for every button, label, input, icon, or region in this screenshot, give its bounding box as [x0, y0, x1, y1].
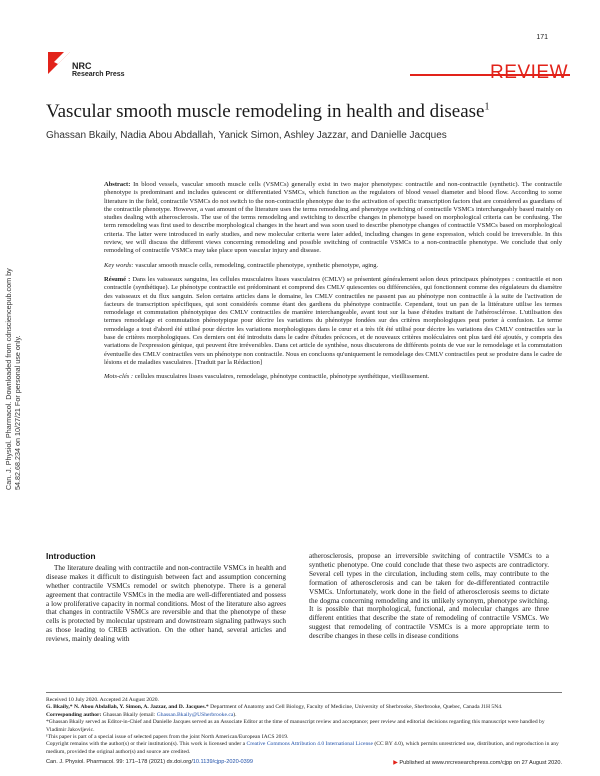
author-list: Ghassan Bkaily, Nadia Abou Abdallah, Yanick Simon, Ashley Jazzar, and Danielle Jacques — [46, 130, 447, 141]
introduction-paragraph-left: The literature dealing with contractile and non-contractile VSMCs in health and disease makes it difficult to distinguish between fact and assumption concerning whether contractile VSMCs remodel or switch phenotype. There is a general agreement that contractile VSMCs in the media are well-differentiated and possess a low proliferative capacity in normal conditions. Most of the literature also agrees that changes in contractile VSMCs are reversible and that the phenotype of these cells is protected by molecular upstream and downstream signaling pathways such as those leading to CREB activation. On the other hand, several articles and reviews, mainly dealing with — [46, 563, 286, 644]
section-label: REVIEW — [490, 62, 568, 83]
motscles-text: cellules musculaires lisses vasculaires, remodelage, phénotype contractile, phénotype synthétique, vieillissement. — [133, 373, 430, 381]
abstract-section — [104, 181, 562, 388]
received-dates: Received 10 July 2020. Accepted 24 August 2020. — [46, 697, 159, 703]
resume-label: Résumé : — [104, 275, 131, 283]
copyright-text-a: Copyright remains with the author(s) or their institution(s). This work is licensed under a — [46, 741, 247, 748]
side-note-text: Can. J. Physiol. Pharmacol. Downloaded from cdnsciencepub.com by 54.82.68.234 on 10/27/21 For personal use only. — [4, 268, 22, 490]
footnotes — [46, 697, 562, 756]
right-arrow-icon: ▶ — [393, 760, 398, 766]
abstract-paragraph — [104, 181, 562, 256]
introduction-heading: Introduction — [46, 551, 96, 561]
corresponding-end: ). — [233, 711, 237, 718]
introduction-paragraph-right: atherosclerosis, propose an irreversible switching of contractile VSMCs to a synthetic phenotype. One could conclude that these two aspects are contradictory. Several cell types in the circulation, including stem cells, may contribute to the formation of atherosclerosis and can be taken for de-differentiated contractile VSMCs. Unfortunately, work done in the field of atherosclerosis seems to dictate the dogma concerning remodeling and its unlikely synonym, phenotype switching. It is possible that morphological, functional, and molecular changes are three different entities that describe the state of remodeling of contractile VSMCs. We suggest that remodeling of contractile VSMCs is a more appropriate term to describe changes in these cells in disease conditions — [309, 552, 549, 641]
published-link[interactable]: www.nrcresearchpress.com/cjpp — [431, 760, 513, 766]
editor-note: *Ghassan Bkaily served as Editor-in-Chief and Danielle Jacques served as an Associate Editor at the time of manuscript review and acceptance; peer review and editorial decisions regarding this manuscript were handled by Vladimir Jakovljevic. — [46, 719, 545, 733]
article-title — [46, 101, 489, 123]
published-text-b: on 27 August 2020. — [512, 760, 562, 766]
affiliation-text: Department of Anatomy and Cell Biology, Faculty of Medicine, University of Sherbrooke, Sherbrooke, Quebec, Canada J1H 5N4. — [208, 704, 503, 711]
page-number: 171 — [536, 34, 548, 41]
affiliation — [46, 704, 562, 711]
license-link[interactable]: Creative Commons Attribution 4.0 International License — [246, 741, 373, 748]
copyright-note — [46, 741, 562, 756]
doi-link[interactable]: 10.1139/cjpp-2020-0399 — [192, 759, 253, 765]
body-column-left — [46, 552, 286, 644]
footer-citation — [46, 759, 253, 765]
affiliation-names: G. Bkaily,* N. Abou Abdallah, Y. Simon, A. Jazzar, and D. Jacques.* — [46, 704, 209, 711]
special-issue-note: ¹This paper is part of a special issue of selected papers from the joint North American/European IACS 2019. — [46, 734, 289, 741]
resume-text: Dans les vaisseaux sanguins, les cellules musculaires lisses vasculaires (CMLV) se présentent généralement selon deux principaux phénotypes : contractile et non contractile (synthétique). Le phénotype contractile est prédominant et comprend des CMLV quiescentes ou différenciées, qui fonctionnent comme des régulateurs du diamètre des vaisseaux et du flux sanguin. Selon certains articles dans le domaine, les CMLV contractiles ne passent pas au phénotype non contractile à la suite de l'activation de facteurs de transcription spécifiques, qui sont considérés comme étant des gardiens du phénotype contractile. Cependant, tout un pan de la littérature utilise les termes remodelage et commutation phénotypique des CMLV contractiles de manière interchangeable, avant tout sur la base d'études traitant de l'athérosclérose. L'utilisation des termes remodelage et commutation phénotypique pour décrire les variations du phénotype fondées sur des critères morphologiques peut porter à confusion. Le terme remodelage a tout d'abord été utilisé pour décrire les variations morphologiques dans le cœur et a très tôt été utilisé pour décrire les variations des CMLV contractiles sur la base de critères morphologiques. Ces derniers ont été introduits dans le cadre d'études précoces, et de nouveaux critères moléculaires ont plus tard été ajoutés, y compris des variations de l'expression génique, qui peuvent être irréversibles. Dans cet article de synthèse, nous discuterons de différents points de vue sur le remodelage et la commutation éventuelle des CMLV contractiles vers un phénotype non contractile. Nous en concluons qu'uniquement le remodelage des CMLV contractiles peut se produire dans le cadre de lésions et de maladies vasculaires. [Traduit par la Rédaction] — [104, 275, 562, 366]
motscles-label: Mots-clés : — [104, 373, 134, 381]
motscles-paragraph — [104, 373, 562, 381]
publisher-line1: NRC — [72, 61, 92, 71]
corresponding-text: Ghassan Bkaily (email: — [101, 711, 157, 718]
keywords-label: Key words: — [104, 261, 134, 269]
title-text: Vascular smooth muscle remodeling in health and disease — [46, 101, 485, 122]
publisher-name — [72, 62, 125, 79]
abstract-label: Abstract: — [104, 181, 131, 188]
body-column-right — [309, 552, 549, 641]
corresponding-label: Corresponding author: — [46, 711, 102, 718]
publisher-line2: Research Press — [72, 71, 125, 78]
copyright-text-b: (CC BY 4.0), which permits unrestricted use, distribution, and reproduction in any medium, provided the original author(s) and source are credited. — [46, 741, 559, 755]
keywords-text: vascular smooth muscle cells, remodeling, contractile phenotype, synthetic phenotype, aging. — [133, 261, 379, 269]
title-footnote-marker: 1 — [484, 101, 490, 113]
abstract-text: In blood vessels, vascular smooth muscle cells (VSMCs) generally exist in two major phenotypes: contractile and non-contractile (synthetic). The contractile phenotype is predominant and includes quiescent or differentiated VSMCs, which function as the regulators of blood vessel diameter and blood flow. According to some literature in the field, contractile VSMCs do not switch to the non-contractile phenotype due to the activation of specific transcription factors that are considered as guardians of the contractile phenotype. However, a vast amount of the literature uses the terms remodeling and phenotype switching of contractile VSMCs interchangeably based mainly on studies dealing with atherosclerosis. The use of the terms remodeling and switching to describe changes in phenotype based on morphological criteria can be confusing. The term remodeling was first used to describe morphological changes in the heart and was soon used to describe phenotype changes of contractile VSMCs based on morphological criteria. The latter were introduced in early studies, and new molecular criteria were later added, including changes in gene expression, which could be irreversible. In this review, we will discuss the different views concerning remodeling and possible switching of contractile VSMCs to a non-contractile phenotype. We conclude that only remodeling of contractile VSMCs may take place upon vascular injury and disease. — [104, 181, 562, 255]
corresponding-email-link[interactable]: Ghassan.Bkaily@USherbrooke.ca — [156, 711, 234, 718]
footer-published — [393, 759, 562, 766]
resume-paragraph — [104, 276, 562, 367]
citation-text: Can. J. Physiol. Pharmacol. 99: 171–178 (2021) dx.doi.org/ — [46, 759, 193, 765]
keywords-paragraph — [104, 262, 562, 270]
published-text-a: Published at — [399, 760, 432, 766]
footnote-rule — [46, 692, 562, 693]
download-side-note — [4, 250, 34, 490]
